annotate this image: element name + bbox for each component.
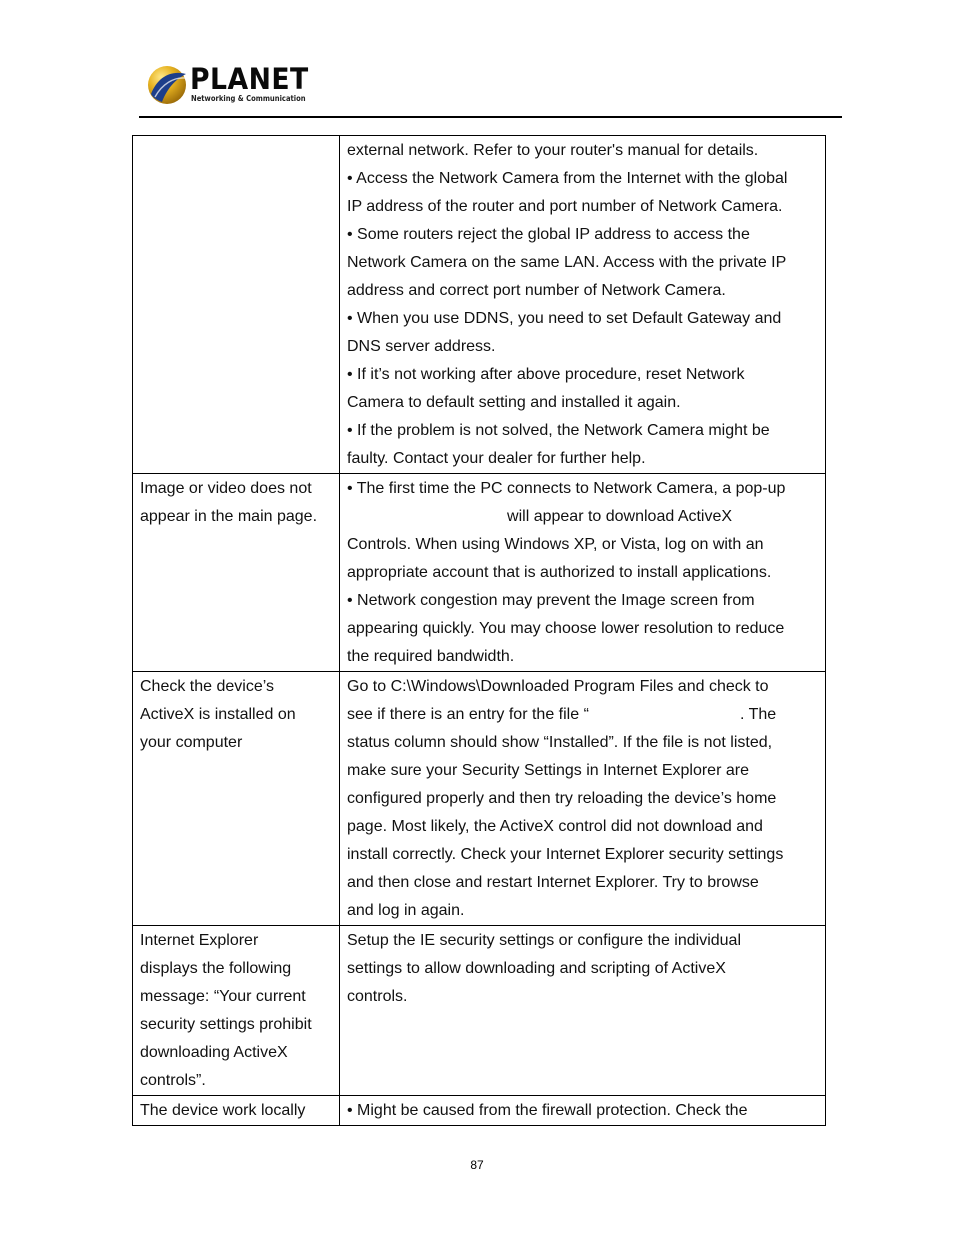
problem-text-line: downloading ActiveX	[140, 1044, 288, 1061]
solution-text-line: DNS server address.	[347, 338, 496, 355]
problem-cell	[133, 136, 340, 474]
solution-text-line: Setup the IE security settings or configure the individual	[347, 932, 741, 949]
solution-text-line: see if there is an entry for the file “ . The	[347, 706, 777, 723]
solution-text-line: appropriate account that is authorized to install applications.	[347, 564, 772, 581]
solution-text-line: external network. Refer to your router's manual for details.	[347, 142, 759, 159]
problem-text-line: message: “Your current	[140, 988, 306, 1005]
table-row	[133, 474, 826, 672]
troubleshooting-table	[132, 135, 826, 1126]
solution-text-line: appearing quickly. You may choose lower resolution to reduce	[347, 620, 785, 637]
solution-cell	[340, 474, 826, 672]
solution-text-line: • Might be caused from the firewall protection. Check the	[347, 1102, 748, 1119]
problem-text-line: Image or video does not	[140, 480, 312, 497]
problem-cell	[133, 926, 340, 1096]
solution-text-line: page. Most likely, the ActiveX control did not download and	[347, 818, 763, 835]
solution-cell	[340, 926, 826, 1096]
solution-text-line: and then close and restart Internet Explorer. Try to browse	[347, 874, 759, 891]
solution-cell	[340, 672, 826, 926]
header-rule	[139, 116, 842, 118]
solution-cell	[340, 136, 826, 474]
solution-text-line: Controls. When using Windows XP, or Vista, log on with an	[347, 536, 764, 553]
problem-text-line: security settings prohibit	[140, 1016, 312, 1033]
solution-text-line: • When you use DDNS, you need to set Default Gateway and	[347, 310, 782, 327]
solution-text-line: Network Camera on the same LAN. Access with the private IP	[347, 254, 787, 271]
solution-text-line: • The first time the PC connects to Network Camera, a pop-up	[347, 480, 786, 497]
problem-text-line: ActiveX is installed on	[140, 706, 296, 723]
problem-text-line: appear in the main page.	[140, 508, 318, 525]
solution-text-line: • If the problem is not solved, the Network Camera might be	[347, 422, 770, 439]
solution-text-line: Go to C:\Windows\Downloaded Program Files and check to	[347, 678, 769, 695]
problem-text-line: controls”.	[140, 1072, 206, 1089]
table-row	[133, 136, 826, 474]
problem-text-line: your computer	[140, 734, 243, 751]
solution-text-line: make sure your Security Settings in Internet Explorer are	[347, 762, 749, 779]
problem-text-line: The device work locally	[140, 1102, 306, 1119]
solution-text-line: • Some routers reject the global IP address to access the	[347, 226, 750, 243]
brand-name: PLANET	[190, 62, 309, 96]
solution-text-line: install correctly. Check your Internet Explorer security settings	[347, 846, 784, 863]
solution-text-line: Camera to default setting and installed it again.	[347, 394, 681, 411]
table-row	[133, 1096, 826, 1126]
solution-text-line: settings to allow downloading and scripting of ActiveX	[347, 960, 726, 977]
problem-text-line: displays the following	[140, 960, 292, 977]
solution-text-line: • Network congestion may prevent the Image screen from	[347, 592, 755, 609]
solution-text-line: will appear to download ActiveX	[347, 508, 733, 525]
solution-text-line: • Access the Network Camera from the Internet with the global	[347, 170, 788, 187]
solution-text-line: IP address of the router and port number of Network Camera.	[347, 198, 783, 215]
solution-text-line: address and correct port number of Network Camera.	[347, 282, 726, 299]
solution-text-line: faulty. Contact your dealer for further help.	[347, 450, 646, 467]
solution-cell	[340, 1096, 826, 1126]
table-row	[133, 672, 826, 926]
table-row	[133, 926, 826, 1096]
solution-text-line: and log in again.	[347, 902, 465, 919]
solution-text-line: configured properly and then try reloading the device’s home	[347, 790, 777, 807]
solution-text-line: status column should show “Installed”. If the file is not listed,	[347, 734, 773, 751]
solution-text-line: controls.	[347, 988, 408, 1005]
solution-text-line: • If it’s not working after above procedure, reset Network	[347, 366, 745, 383]
problem-text-line: Internet Explorer	[140, 932, 259, 949]
planet-globe-icon	[146, 64, 188, 106]
brand-tagline: Networking & Communication	[191, 94, 306, 103]
problem-text-line: Check the device’s	[140, 678, 274, 695]
problem-cell	[133, 1096, 340, 1126]
page-number: 87	[470, 1158, 484, 1172]
problem-cell	[133, 474, 340, 672]
planet-logo	[146, 62, 309, 108]
problem-cell	[133, 672, 340, 926]
solution-text-line: the required bandwidth.	[347, 648, 515, 665]
